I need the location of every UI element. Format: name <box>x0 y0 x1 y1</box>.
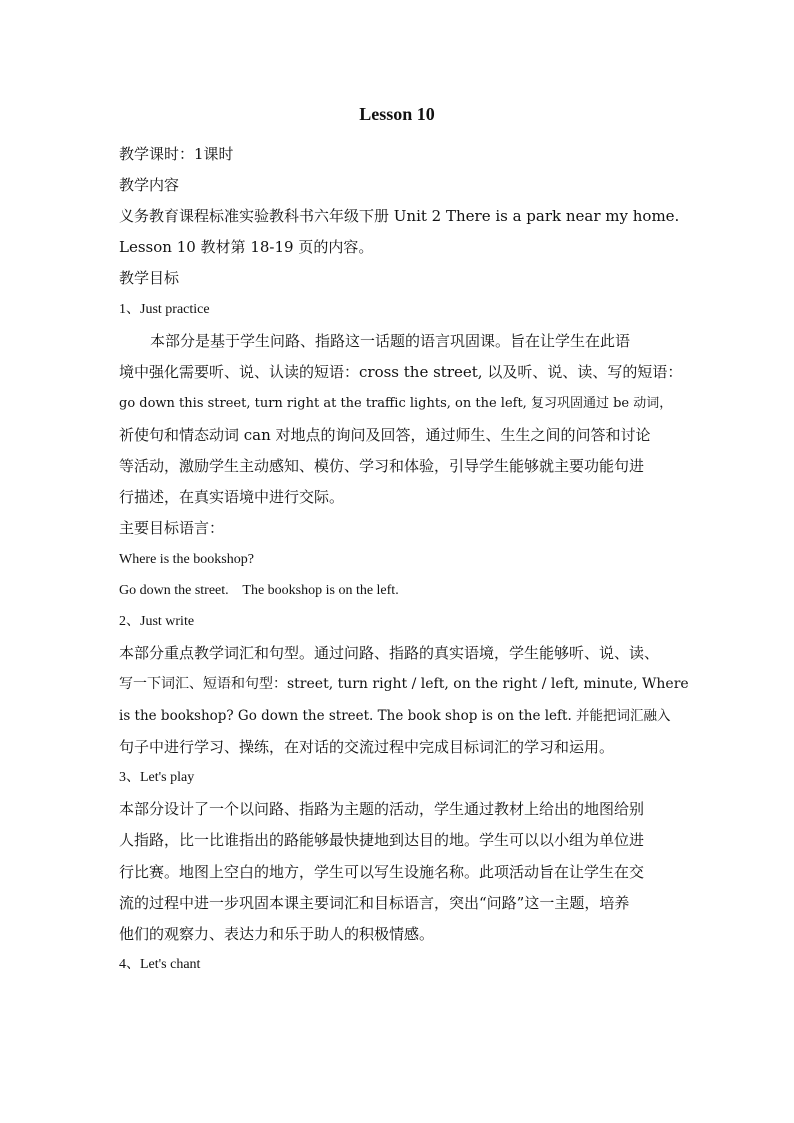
paragraph-line: 行描述，在真实语境中进行交际。 <box>119 488 345 506</box>
text-line: 主要目标语言： <box>119 519 225 537</box>
subsection-heading: 3、Let's play <box>119 770 195 785</box>
text-line: 教学内容 <box>119 176 180 194</box>
example-sentence: Go down the street. The bookshop is on the left. <box>119 583 399 598</box>
paragraph-line: go down this street, turn right at the traffic lights, on the left, 复习巩固通过 be 动词， <box>119 396 673 411</box>
subsection-heading: 4、Let's chant <box>119 957 201 972</box>
section-heading: 教学目标 <box>119 269 180 287</box>
paragraph-line: 本部分设计了一个以问路、指路为主题的活动，学生通过教材上给出的地图给别 <box>119 800 645 818</box>
paragraph-line: 本部分重点教学词汇和句型。通过问路、指路的真实语境，学生能够听、说、读、 <box>119 644 660 662</box>
paragraph-line: is the bookshop? Go down the street. The book shop is on the left. 并能把词汇融入 <box>119 708 671 724</box>
text-line: 义务教育课程标准实验教科书六年级下册 Unit 2 There is a park near my home. <box>119 207 680 225</box>
paragraph-line: 他们的观察力、表达力和乐于助人的积极情感。 <box>119 925 435 943</box>
subsection-heading: 1、Just practice <box>119 302 210 317</box>
lesson-title: Lesson 10 <box>359 104 435 124</box>
paragraph-line: 句子中进行学习、操练，在对话的交流过程中完成目标词汇的学习和运用。 <box>119 738 615 756</box>
paragraph-line: 人指路，比一比谁指出的路能够最快捷地到达目的地。学生可以以小组为单位进 <box>119 831 645 849</box>
paragraph-line: 行比赛。地图上空白的地方，学生可以写生设施名称。此项活动旨在让学生在交 <box>119 863 645 881</box>
text-line: Lesson 10 教材第 18-19 页的内容。 <box>119 238 374 256</box>
text-line: 教学课时：1课时 <box>119 145 234 163</box>
paragraph-line: 本部分是基于学生问路、指路这一话题的语言巩固课。旨在让学生在此语 <box>150 332 631 350</box>
paragraph-line: 等活动，激励学生主动感知、模仿、学习和体验，引导学生能够就主要功能句进 <box>119 457 645 475</box>
paragraph-line: 写一下词汇、短语和句型：street, turn right / left, on the right / left, minute, Where <box>119 676 689 692</box>
subsection-heading: 2、Just write <box>119 614 195 629</box>
paragraph-line: 流的过程中进一步巩固本课主要词汇和目标语言，突出“问路”这一主题，培养 <box>119 894 630 912</box>
paragraph-line: 境中强化需要听、说、认读的短语：cross the street, 以及听、说、读、写的短语： <box>119 363 683 381</box>
example-sentence: Where is the bookshop? <box>119 552 254 567</box>
paragraph-line: 祈使句和情态动词 can 对地点的询问及回答，通过师生、生生之间的问答和讨论 <box>119 426 651 444</box>
